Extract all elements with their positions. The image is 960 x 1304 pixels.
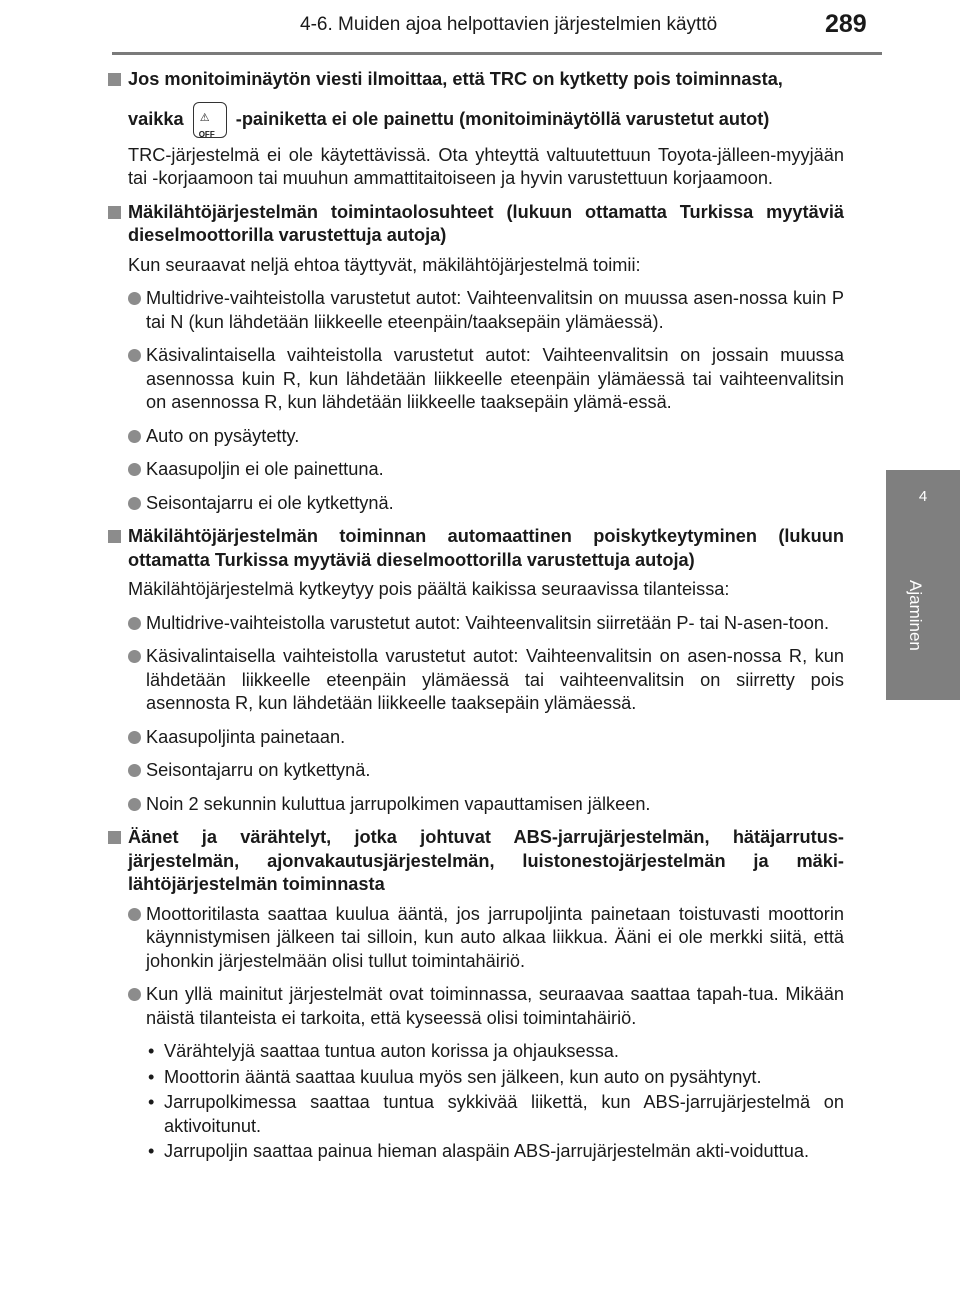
heading-text: Mäkilähtöjärjestelmän toimintaolosuhteet (lukuun ottamatta Turkissa myytäviä dieselmoottorilla varustettuja autoja) — [128, 201, 844, 245]
paragraph: TRC-järjestelmä ei ole käytettävissä. Ota yhteyttä valtuutettuun Toyota-jälleen-myyjään tai -korjaamoon tai muuhun ammattitaitoiseen ja hyvin varustettuun korjaamoon. — [128, 144, 844, 188]
heading-text: vaikka — [128, 108, 184, 129]
trc-off-button-icon — [193, 102, 227, 138]
dash-item — [108, 1066, 844, 1090]
list-item-text: Seisontajarru ei ole kytkettynä. — [146, 492, 394, 513]
round-bullet-icon — [128, 764, 141, 777]
dash-item-text: Jarrupoljin saattaa painua hieman alaspäin ABS-jarrujärjestelmän akti-voiduttua. — [164, 1141, 810, 1161]
list-item-text: Seisontajarru on kytkettynä. — [146, 760, 371, 780]
heading-text: Mäkilähtöjärjestelmän toiminnan automaattinen poiskytkeytyminen (lukuun ottamatta Turkissa myytäviä dieselmoottorilla varustettuja autoja) — [128, 526, 844, 570]
round-bullet-icon — [128, 497, 141, 510]
dash-bullet-icon: • — [148, 1066, 155, 1087]
list-item-text: Kaasupoljin ei ole painettuna. — [146, 459, 384, 479]
dash-item — [108, 1140, 844, 1164]
page-content — [108, 68, 844, 1166]
list-item-text: Multidrive-vaihteistolla varustetut autot: Vaihteenvalitsin on muussa asen-nossa kuin P tai N (kun lähdetään liikkeelle eteenpäin/taaksepäin ylämäessä). — [146, 288, 844, 332]
list-item — [108, 903, 844, 974]
square-bullet-icon — [108, 206, 121, 219]
dash-item — [108, 1040, 844, 1064]
list-item-text: Auto on pysäytetty. — [146, 425, 300, 446]
list-item — [108, 645, 844, 716]
round-bullet-icon — [128, 292, 141, 305]
header-rule — [112, 52, 882, 55]
section-heading — [108, 68, 844, 138]
page-header — [0, 0, 880, 52]
dash-item — [108, 1091, 844, 1138]
list-item-text: Moottoritilasta saattaa kuulua ääntä, jos jarrupoljinta painetaan toistuvasti moottorin käynnistymisen jälkeen tai silloin, kun auto alkaa liikkua. Ääni ei ole merkki siitä, että johonkin järjestelmään olisi tullut toimintahäiriö. — [146, 903, 844, 971]
round-bullet-icon — [128, 349, 141, 362]
list-item — [108, 793, 844, 817]
list-item — [108, 344, 844, 415]
list-item — [108, 726, 844, 750]
section-heading — [108, 525, 844, 572]
square-bullet-icon — [108, 73, 121, 86]
list-item-text: Kun yllä mainitut järjestelmät ovat toiminnassa, seuraavaa saattaa tapah-tua. Mikään näistä tilanteista ei tarkoita, että kyseessä olisi toimintahäiriö. — [146, 984, 844, 1028]
section-heading — [108, 201, 844, 248]
list-item-text: Käsivalintaisella vaihteistolla varustetut autot: Vaihteenvalitsin on asen-nossa R, kun lähdetään liikkeelle eteenpäin ylämäessä tai vaihteenvalitsin on siirretty pois asennosta R, kun lähdetään liikkeelle taaksepäin ylämäessä. — [146, 646, 844, 713]
section-heading — [108, 826, 844, 897]
list-item — [108, 759, 844, 783]
heading-line — [128, 102, 844, 138]
round-bullet-icon — [128, 731, 141, 744]
list-item-text: Kaasupoljinta painetaan. — [146, 726, 346, 747]
skid-car-icon: ⚠ — [199, 111, 210, 124]
dash-bullet-icon: • — [148, 1141, 155, 1161]
list-item — [108, 983, 844, 1030]
heading-text: Jos monitoiminäytön viesti ilmoittaa, että TRC on kytketty pois toiminnasta, — [128, 69, 783, 89]
heading-text: Äänet ja värähtelyt, jotka johtuvat ABS-jarrujärjestelmän, hätäjarrutus-järjestelmän, ajonvakautusjärjestelmän, luistonestojärjestelmän ja mäki-lähtöjärjestelmän toiminnasta — [128, 827, 844, 894]
square-bullet-icon — [108, 530, 121, 543]
list-item-text: Multidrive-vaihteistolla varustetut autot: Vaihteenvalitsin siirretään P- tai N-asen-toon. — [146, 612, 830, 633]
page-number: 289 — [825, 10, 867, 38]
round-bullet-icon — [128, 617, 141, 630]
round-bullet-icon — [128, 798, 141, 811]
round-bullet-icon — [128, 463, 141, 476]
header-title: 4-6. Muiden ajoa helpottavien järjestelmien käyttö — [300, 14, 718, 35]
list-item — [108, 612, 844, 636]
paragraph: Mäkilähtöjärjestelmä kytkeytyy pois päältä kaikissa seuraavissa tilanteissa: — [128, 579, 730, 599]
square-bullet-icon — [108, 831, 121, 844]
list-item — [108, 492, 844, 516]
dash-item-text: Moottorin ääntä saattaa kuulua myös sen jälkeen, kun auto on pysähtynyt. — [164, 1066, 762, 1087]
dash-bullet-icon: • — [148, 1041, 155, 1061]
round-bullet-icon — [128, 430, 141, 443]
list-item — [108, 425, 844, 449]
heading-text: -painiketta ei ole painettu (monitoiminäytöllä varustetut autot) — [235, 108, 770, 129]
off-caption: OFF — [198, 129, 215, 139]
round-bullet-icon — [128, 650, 141, 663]
chapter-number: 4 — [918, 488, 928, 505]
dash-item-text: Jarrupolkimessa saattaa tuntua sykkivää liikettä, kun ABS-jarrujärjestelmä on aktivoitunut. — [164, 1092, 844, 1136]
list-item-text: Käsivalintaisella vaihteistolla varustetut autot: Vaihteenvalitsin on jossain muussa asennossa kuin R, kun lähdetään liikkeelle eteenpäin ylämäessä tai vaihteenvalitsin on asennossa R, kun lähdetään liikkeelle taaksepäin ylämä-essä. — [146, 345, 844, 412]
round-bullet-icon — [128, 988, 141, 1001]
round-bullet-icon — [128, 908, 141, 921]
chapter-label: Ajaminen — [906, 580, 925, 651]
list-item-text: Noin 2 sekunnin kuluttua jarrupolkimen vapauttamisen jälkeen. — [146, 793, 651, 814]
dash-item-text: Värähtelyjä saattaa tuntua auton korissa ja ohjauksessa. — [164, 1041, 619, 1061]
list-item — [108, 287, 844, 334]
dash-bullet-icon: • — [148, 1092, 155, 1112]
paragraph: Kun seuraavat neljä ehtoa täyttyvät, mäkilähtöjärjestelmä toimii: — [128, 254, 641, 275]
list-item — [108, 458, 844, 482]
